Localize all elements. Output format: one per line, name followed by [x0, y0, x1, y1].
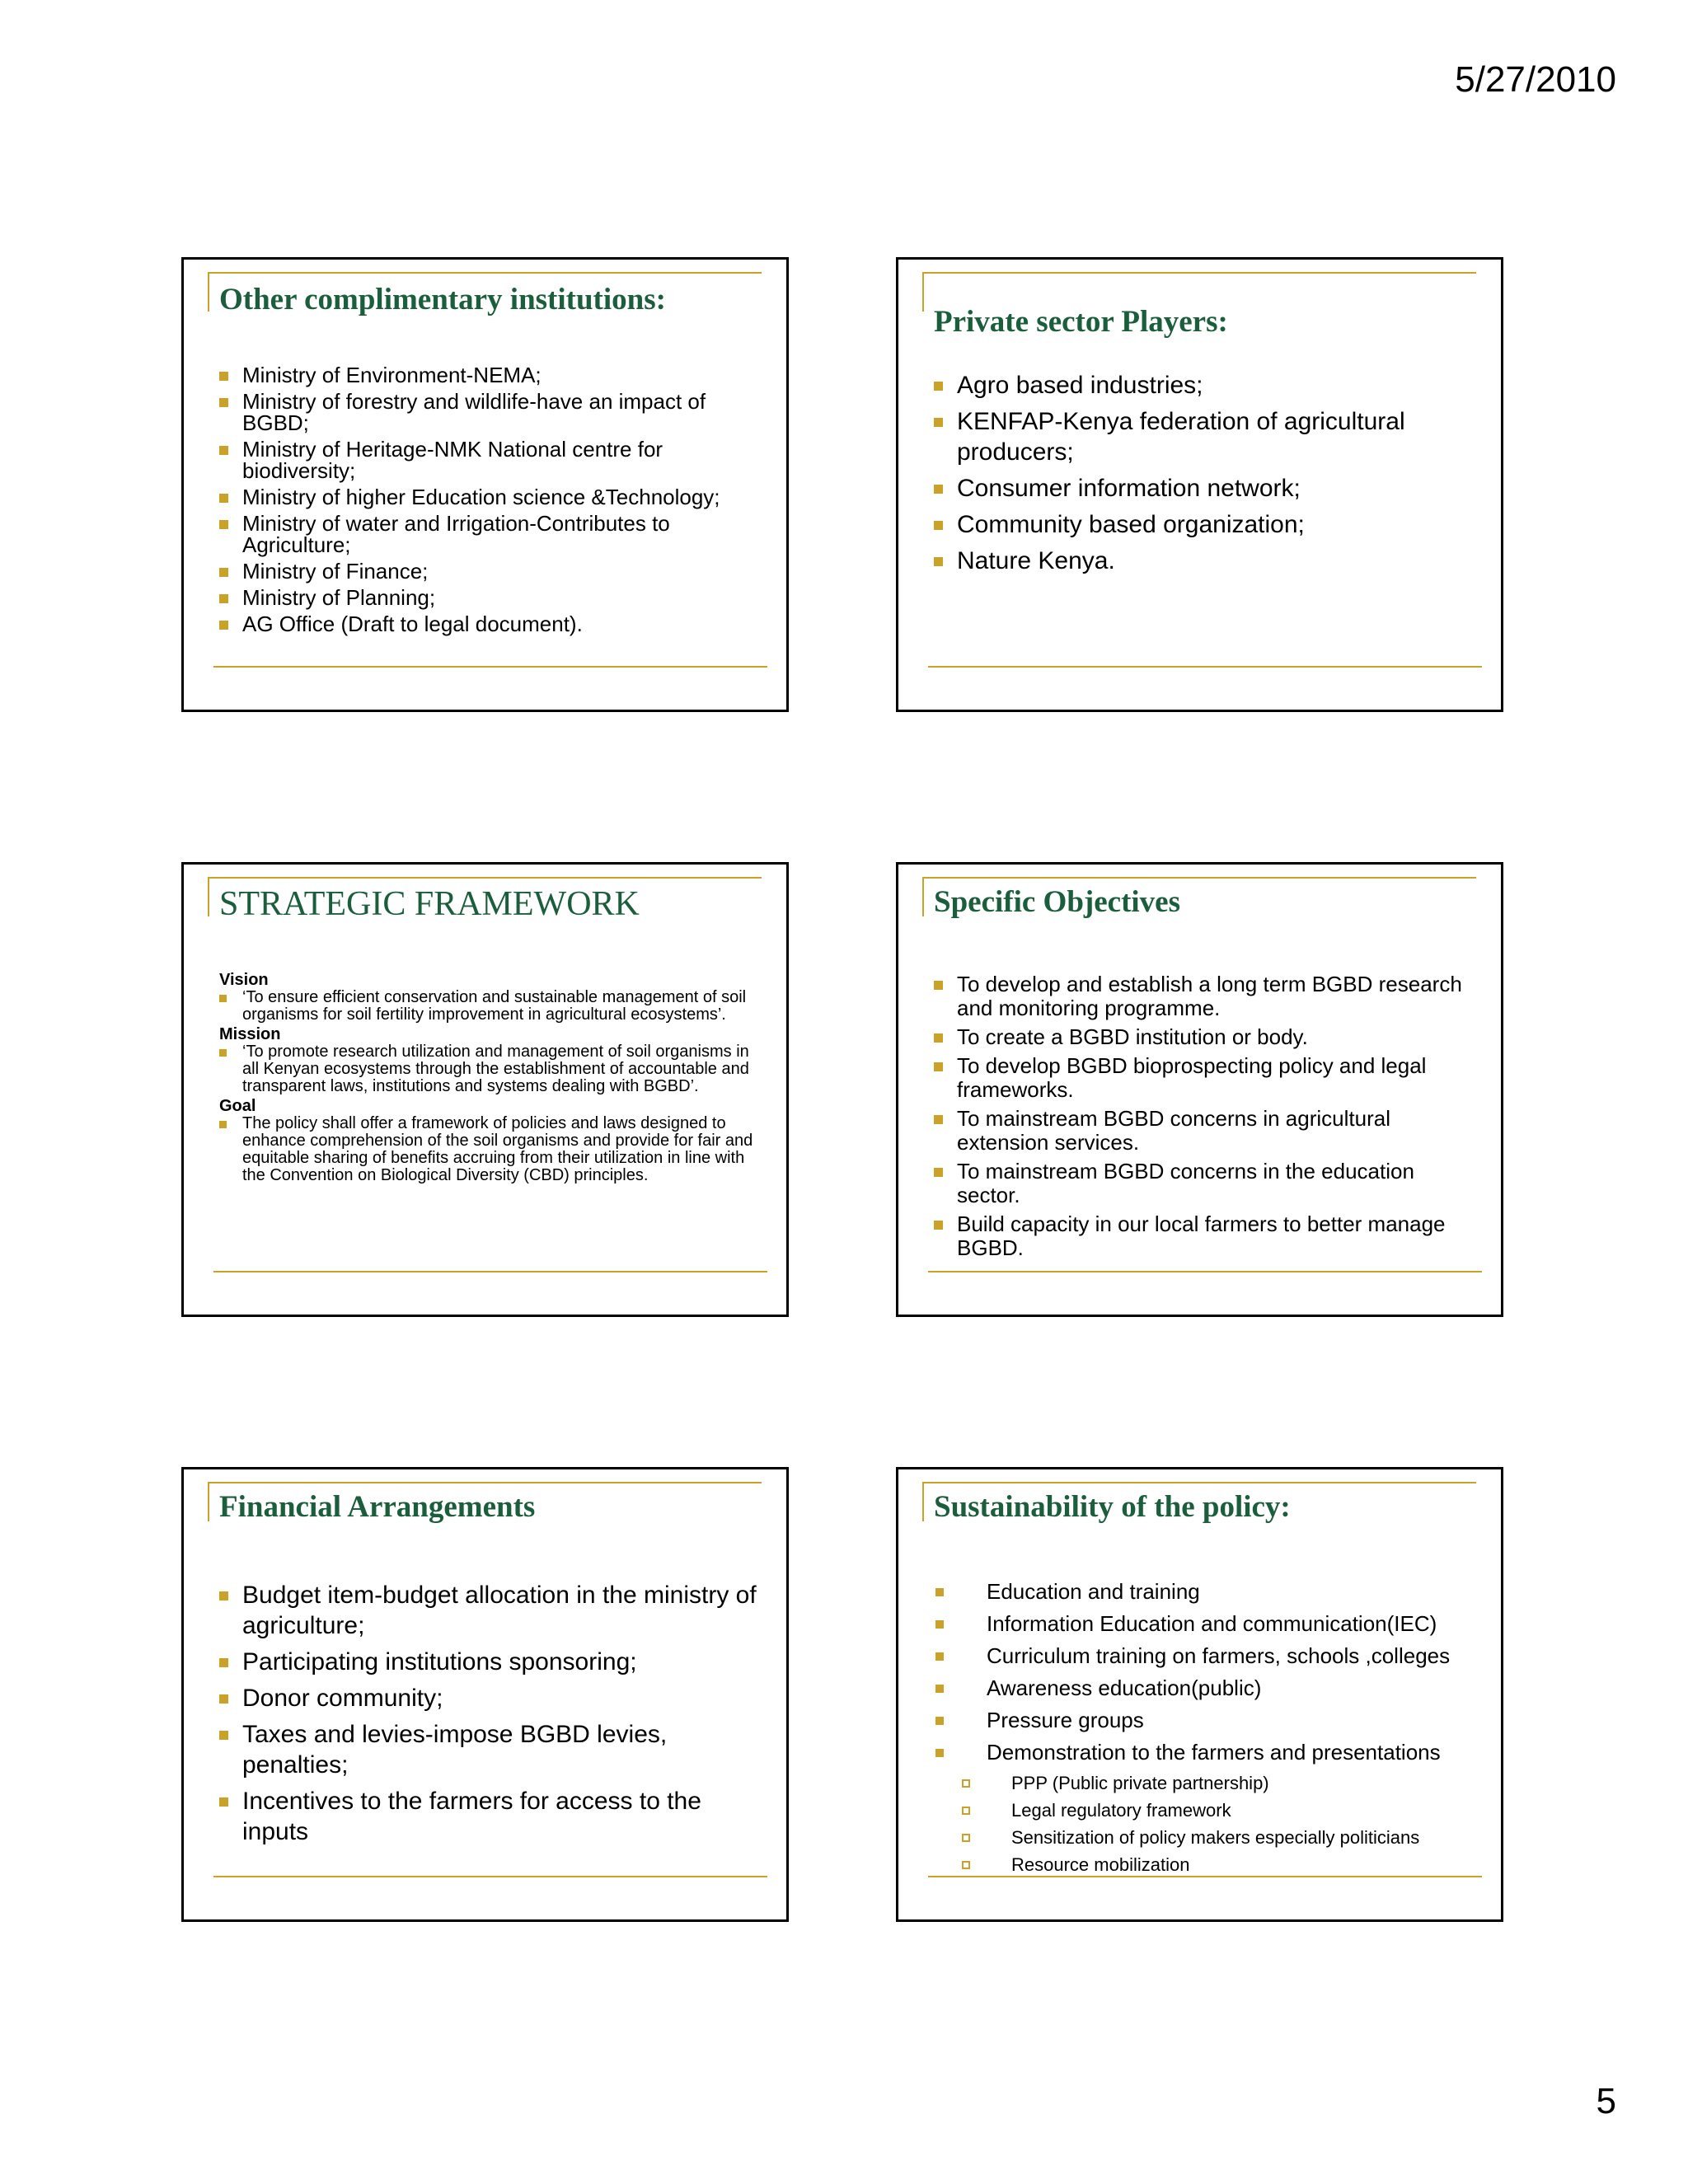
mission-heading: Mission: [219, 1025, 281, 1043]
bullet-icon: [935, 1749, 944, 1757]
list-item-text: Ministry of Finance;: [242, 559, 429, 583]
bullet-icon: [219, 995, 227, 1002]
slide-bottom-rule: [928, 1271, 1482, 1272]
bullet-icon: [934, 1115, 943, 1124]
list-item-text: Taxes and levies-impose BGBD levies, penalties;: [242, 1721, 668, 1779]
list-item-text: Ministry of Environment-NEMA;: [242, 363, 542, 387]
bullet-icon: [219, 1658, 228, 1667]
list-item-text: Ministry of Planning;: [242, 585, 436, 610]
bullet-list: [934, 1580, 1494, 1882]
mission-text: ‘To promote research utilization and management of soil organisms in all Kenyan ecosystems through the establishment of accountable and transparent laws, institutions and systems dealing with BGBD’.: [242, 1043, 749, 1095]
sub-list-item: [934, 1800, 1494, 1821]
list-item: [219, 391, 763, 434]
vision-heading: Vision: [219, 971, 269, 989]
bullet-icon: [935, 1620, 944, 1629]
hollow-square-bullet-icon: [962, 1807, 970, 1815]
bullet-icon: [219, 1121, 227, 1128]
list-item: [219, 560, 763, 582]
list-item-text: To create a BGBD institution or body.: [957, 1024, 1308, 1049]
list-item-text: Information Education and communication(IEC): [987, 1611, 1437, 1636]
list-item: [219, 1647, 763, 1677]
bullet-icon: [934, 981, 943, 990]
list-item-text: Participating institutions sponsoring;: [242, 1648, 637, 1675]
list-item-text: Pressure groups: [987, 1708, 1144, 1732]
list-item: [934, 1612, 1494, 1636]
bullet-icon: [934, 1168, 943, 1177]
list-item-text: Consumer information network;: [957, 475, 1301, 502]
vision-text: ‘To ensure efficient conservation and sustainable management of soil organisms for soil fertility improvement in agricultural ecosystems’.: [242, 988, 747, 1024]
sub-list-item-text: Sensitization of policy makers especially politicians: [1011, 1827, 1420, 1848]
list-item: [934, 473, 1470, 504]
slide-title: Sustainability of the policy:: [934, 1490, 1291, 1524]
slide-complimentary-institutions: [181, 257, 789, 712]
slide-specific-objectives: [896, 862, 1503, 1317]
list-item: [219, 1786, 763, 1847]
list-item-text: Demonstration to the farmers and presentations: [987, 1740, 1441, 1765]
bullet-icon: [935, 1588, 944, 1596]
list-item: [219, 1683, 763, 1713]
bullet-list: [219, 364, 763, 640]
framework-body: [219, 972, 763, 1187]
sub-list-item: [934, 1827, 1494, 1848]
bullet-icon: [219, 520, 228, 529]
slide-top-rule: [922, 272, 1476, 274]
slide-title: Specific Objectives: [934, 885, 1180, 919]
list-item-text: Ministry of forestry and wildlife-have an impact of BGBD;: [242, 389, 706, 435]
slide-top-rule: [922, 1482, 1476, 1483]
bullet-icon: [219, 494, 228, 503]
hollow-square-bullet-icon: [962, 1834, 970, 1842]
list-item: [934, 1644, 1494, 1668]
bullet-icon: [935, 1652, 944, 1661]
goal-paragraph: [219, 1115, 763, 1184]
bullet-icon: [219, 621, 228, 630]
list-item: [934, 1708, 1494, 1732]
list-item-text: Donor community;: [242, 1685, 443, 1712]
list-item: [934, 1741, 1494, 1765]
sub-list-item-text: Resource mobilization: [1011, 1854, 1190, 1875]
list-item: [934, 1107, 1478, 1155]
page-number: 5: [1596, 2081, 1616, 2121]
slide-title: Financial Arrangements: [219, 1490, 536, 1524]
bullet-icon: [934, 418, 943, 427]
bullet-icon: [219, 1049, 227, 1057]
slide-bottom-rule: [928, 1876, 1482, 1877]
list-item: [934, 1025, 1478, 1049]
bullet-icon: [219, 398, 228, 407]
mission-paragraph: [219, 1043, 763, 1095]
list-item: [934, 546, 1470, 576]
date-header: 5/27/2010: [1455, 59, 1616, 100]
list-item-text: Awareness education(public): [987, 1675, 1262, 1700]
bullet-icon: [934, 1062, 943, 1071]
list-item: [934, 370, 1470, 401]
bullet-icon: [935, 1717, 944, 1725]
list-item-text: To mainstream BGBD concerns in agricultural extension services.: [957, 1106, 1390, 1155]
list-item-text: Curriculum training on farmers, schools ,colleges: [987, 1643, 1451, 1668]
list-item: [219, 438, 763, 481]
slide-strategic-framework: [181, 862, 789, 1317]
list-item: [219, 486, 763, 508]
slide-title: STRATEGIC FRAMEWORK: [219, 885, 640, 923]
sub-list-item: [934, 1854, 1494, 1875]
slide-left-rule: [922, 1482, 924, 1521]
list-item-text: Nature Kenya.: [957, 547, 1115, 574]
goal-text: The policy shall offer a framework of policies and laws designed to enhance comprehension of the soil organisms and provide for fair and equitable sharing of benefits accruing from their utilization in line with the Convention on Biological Diversity (CBD) principles.: [242, 1114, 753, 1184]
bullet-icon: [934, 557, 943, 566]
hollow-square-bullet-icon: [962, 1779, 970, 1788]
list-item-text: Agro based industries;: [957, 372, 1203, 399]
bullet-icon: [219, 1731, 228, 1740]
list-item-text: AG Office (Draft to legal document).: [242, 612, 583, 636]
list-item: [934, 1160, 1478, 1207]
bullet-list: [934, 972, 1478, 1265]
list-item: [934, 1676, 1494, 1700]
slide-bottom-rule: [213, 666, 767, 668]
slide-sustainability: [896, 1467, 1503, 1922]
goal-heading: Goal: [219, 1097, 256, 1115]
list-item: [219, 513, 763, 555]
list-item-text: Community based organization;: [957, 511, 1305, 538]
slide-bottom-rule: [213, 1876, 767, 1877]
bullet-icon: [219, 446, 228, 455]
list-item-text: Ministry of water and Irrigation-Contributes to Agriculture;: [242, 511, 670, 557]
sub-list-item: [934, 1773, 1494, 1793]
bullet-icon: [934, 521, 943, 530]
slide-title: Other complimentary institutions:: [219, 283, 666, 316]
slide-left-rule: [208, 272, 209, 312]
bullet-icon: [934, 1221, 943, 1230]
slide-left-rule: [208, 877, 209, 916]
slide-bottom-rule: [213, 1271, 767, 1272]
bullet-icon: [934, 485, 943, 494]
list-item: [219, 587, 763, 608]
vision-paragraph: [219, 989, 763, 1024]
list-item: [219, 613, 763, 635]
list-item: [219, 1580, 763, 1641]
slide-private-sector: [896, 257, 1503, 712]
list-item-text: Education and training: [987, 1579, 1200, 1604]
bullet-icon: [935, 1685, 944, 1693]
bullet-list: [219, 1580, 763, 1853]
slide-title: Private sector Players:: [934, 305, 1228, 339]
list-item: [934, 406, 1470, 467]
slide-left-rule: [208, 1482, 209, 1521]
bullet-list: [934, 370, 1470, 582]
sub-list-item-text: PPP (Public private partnership): [1011, 1773, 1269, 1793]
slide-top-rule: [208, 877, 762, 879]
slide-bottom-rule: [928, 666, 1482, 668]
slide-top-rule: [922, 877, 1476, 879]
list-item-text: To develop and establish a long term BGBD research and monitoring programme.: [957, 972, 1462, 1020]
bullet-icon: [219, 1591, 228, 1601]
list-item: [219, 364, 763, 386]
list-item: [934, 1212, 1478, 1260]
list-item-text: Ministry of Heritage-NMK National centre for biodiversity;: [242, 437, 663, 483]
bullet-icon: [219, 1694, 228, 1704]
list-item: [934, 972, 1478, 1020]
slide-left-rule: [922, 272, 924, 312]
list-item-text: To mainstream BGBD concerns in the education sector.: [957, 1159, 1414, 1207]
bullet-icon: [219, 1797, 228, 1807]
sub-list-item-text: Legal regulatory framework: [1011, 1800, 1231, 1821]
bullet-icon: [219, 568, 228, 577]
hollow-square-bullet-icon: [962, 1861, 970, 1869]
list-item: [934, 509, 1470, 540]
list-item-text: To develop BGBD bioprospecting policy and legal frameworks.: [957, 1053, 1427, 1102]
bullet-icon: [934, 382, 943, 391]
list-item-text: KENFAP-Kenya federation of agricultural producers;: [957, 408, 1405, 466]
slide-left-rule: [922, 877, 924, 916]
slide-top-rule: [208, 1482, 762, 1483]
slide-top-rule: [208, 272, 762, 274]
list-item: [219, 1719, 763, 1780]
list-item-text: Ministry of higher Education science &Technology;: [242, 485, 720, 509]
list-item-text: Budget item-budget allocation in the ministry of agriculture;: [242, 1582, 757, 1639]
list-item-text: Build capacity in our local farmers to better manage BGBD.: [957, 1212, 1446, 1260]
list-item: [934, 1054, 1478, 1102]
list-item: [934, 1580, 1494, 1604]
bullet-icon: [219, 372, 228, 381]
bullet-icon: [219, 594, 228, 603]
list-item-text: Incentives to the farmers for access to the inputs: [242, 1788, 701, 1845]
slide-financial-arrangements: [181, 1467, 789, 1922]
bullet-icon: [934, 1033, 943, 1043]
